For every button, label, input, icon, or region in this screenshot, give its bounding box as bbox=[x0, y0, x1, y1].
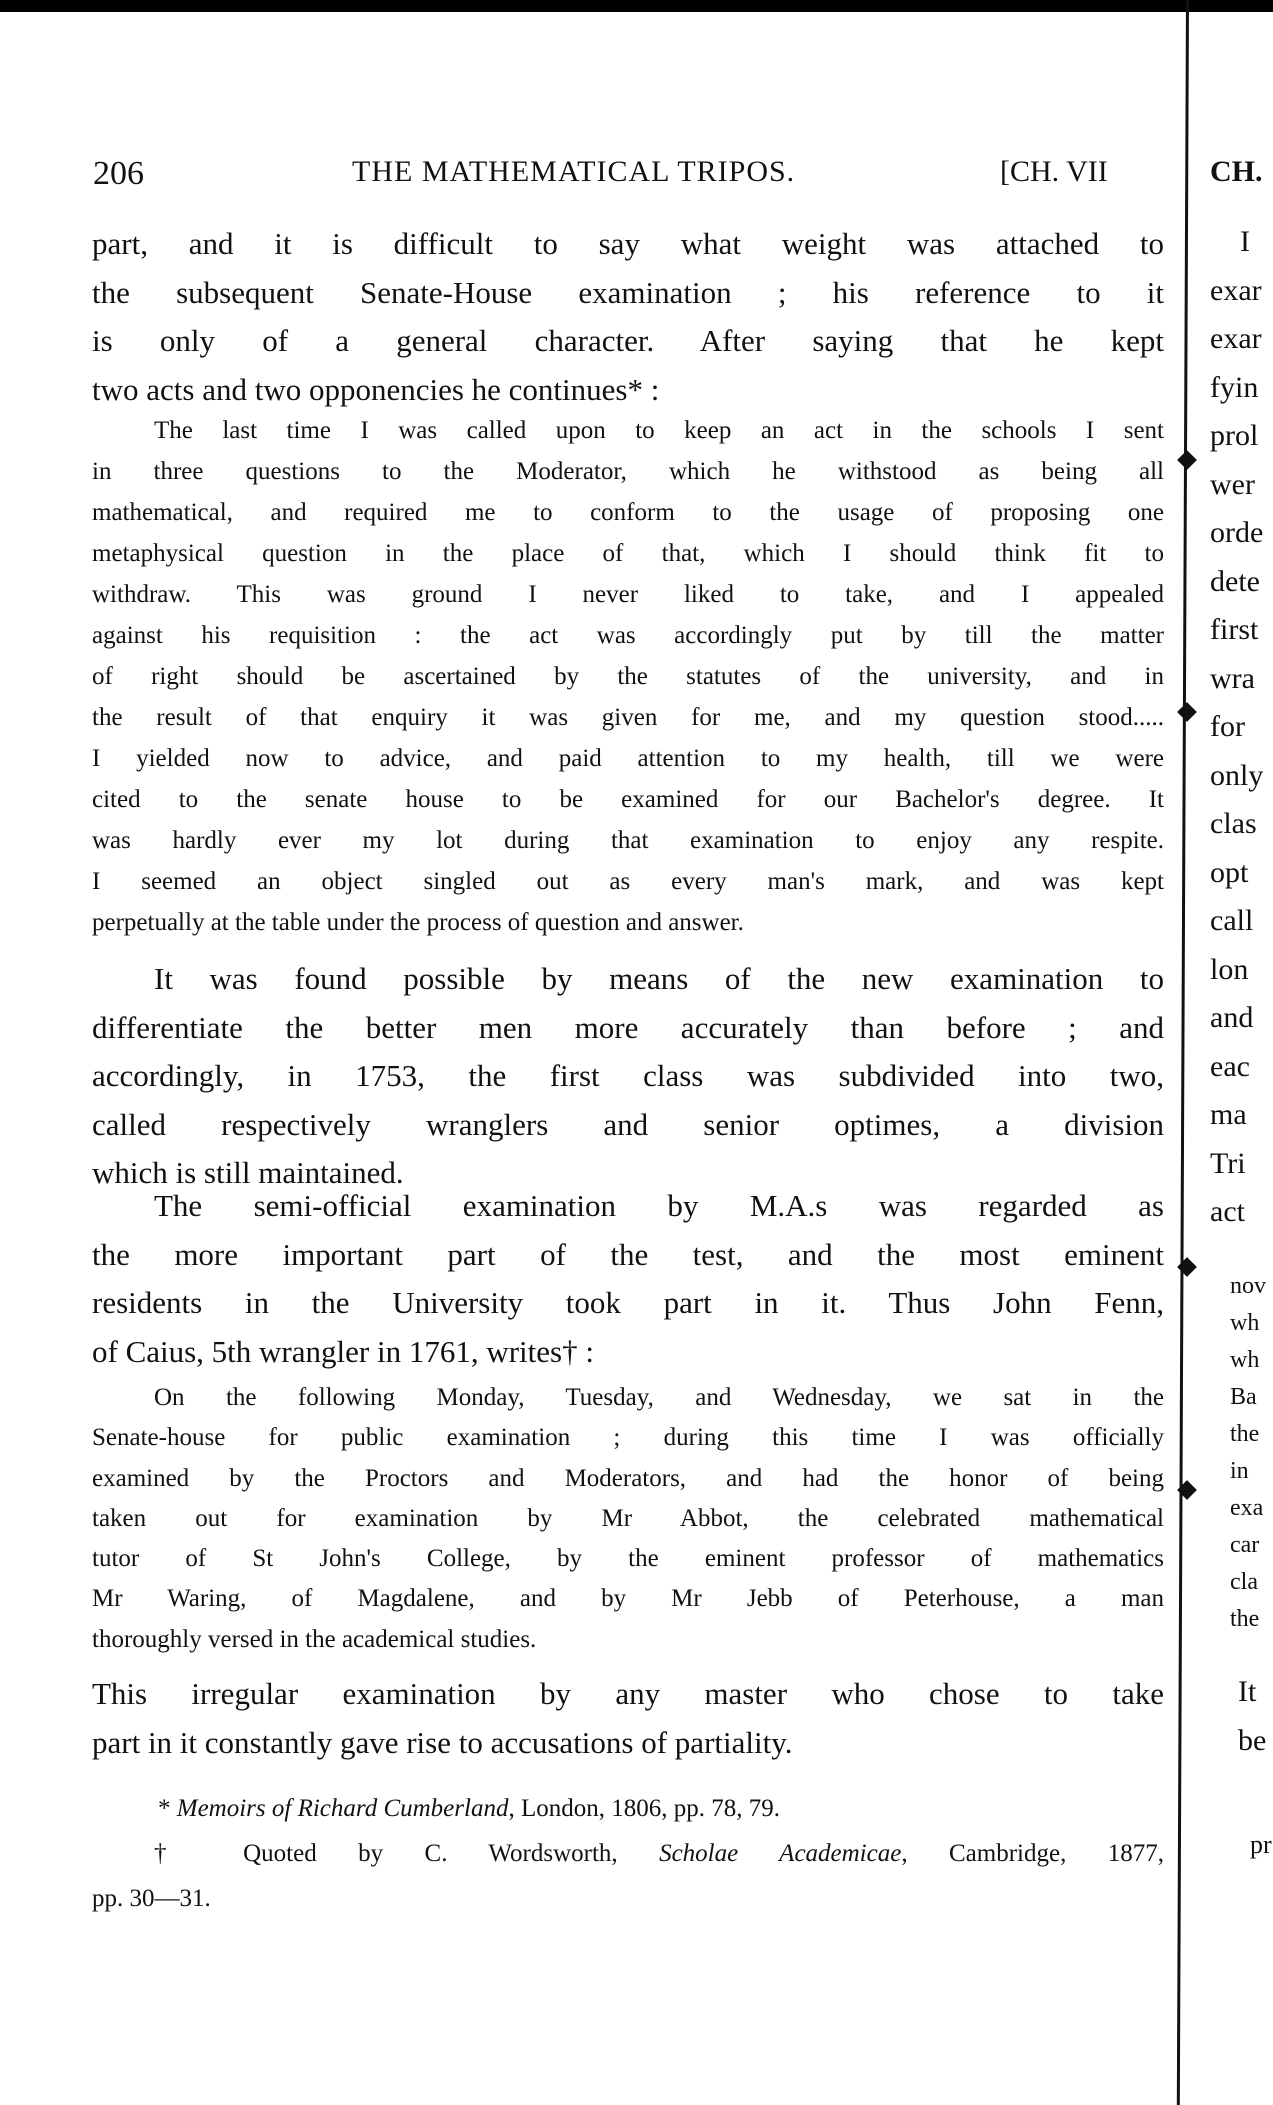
text-line: residents in the University took part in it. Thus John Fenn, bbox=[92, 1285, 1164, 1320]
text-fragment: lon bbox=[1210, 952, 1249, 986]
text-fragment: the bbox=[1230, 1606, 1260, 1632]
chapter-label: [CH. VII bbox=[1000, 155, 1108, 188]
text-line: mathematical, and required me to conform to the usage of proposing one bbox=[92, 499, 1164, 526]
text-line: The semi-official examination by M.A.s was regarded as bbox=[154, 1188, 1164, 1223]
text-fragment: and bbox=[1210, 1001, 1254, 1034]
footnote-text: Quoted by C. Wordsworth, bbox=[243, 1840, 660, 1867]
text-line: taken out for examination by Mr Abbot, the celebrated mathematical bbox=[92, 1504, 1164, 1532]
text-line: This irregular examination by any master who chose to take bbox=[92, 1676, 1164, 1711]
text-line: The last time I was called upon to keep an act in the schools I sent bbox=[154, 417, 1164, 444]
text-fragment: I bbox=[1240, 225, 1250, 258]
page-gutter-line bbox=[1177, 0, 1189, 2105]
text-line: the subsequent Senate-House examination ; his reference to it bbox=[92, 274, 1164, 310]
footnotes bbox=[92, 1786, 1164, 1921]
text-line: of Caius, 5th wrangler in 1761, writes† : bbox=[92, 1333, 594, 1369]
footnote-title: Memoirs of Richard Cumberland bbox=[176, 1795, 509, 1822]
text-fragment: dete bbox=[1210, 564, 1260, 598]
text-fragment: wra bbox=[1210, 661, 1255, 695]
text-fragment: wer bbox=[1210, 467, 1255, 501]
text-line: On the following Monday, Tuesday, and Wednesday, we sat in the bbox=[154, 1384, 1164, 1411]
footnote-2-continued: pp. 30—31. bbox=[92, 1885, 211, 1912]
text-fragment: It bbox=[1238, 1675, 1257, 1708]
footnote-text: , London, 1806, pp. 78, 79. bbox=[508, 1795, 780, 1822]
text-line: perpetually at the table under the process of question and answer. bbox=[92, 909, 744, 936]
text-line: I yielded now to advice, and paid attention to my health, till we were bbox=[92, 745, 1164, 772]
text-line: two acts and two opponencies he continues* : bbox=[92, 371, 660, 407]
text-line: the result of that enquiry it was given for me, and my question stood..... bbox=[92, 704, 1164, 731]
running-title: THE MATHEMATICAL TRIPOS. bbox=[352, 155, 796, 188]
paragraph-2 bbox=[92, 955, 1164, 1198]
text-line: the more important part of the test, and the most eminent bbox=[92, 1236, 1164, 1272]
text-fragment: car bbox=[1230, 1532, 1260, 1558]
footnote-mark: † bbox=[154, 1840, 202, 1867]
footnote-2 bbox=[92, 1831, 1164, 1876]
text-line: metaphysical question in the place of that, which I should think fit to bbox=[92, 540, 1164, 567]
text-line: differentiate the better men more accurately than before ; and bbox=[92, 1009, 1164, 1045]
text-fragment: be bbox=[1238, 1723, 1267, 1757]
text-line: is only of a general character. After saying that he kept bbox=[92, 323, 1164, 358]
next-page-fragment-c bbox=[1238, 1668, 1266, 1765]
next-page-fragment-a bbox=[1210, 218, 1263, 1237]
text-fragment: act bbox=[1210, 1195, 1245, 1228]
text-line: examined by the Proctors and Moderators, and had the honor of being bbox=[92, 1464, 1164, 1492]
text-fragment: in bbox=[1230, 1458, 1249, 1484]
text-fragment: prol bbox=[1210, 419, 1259, 452]
text-fragment: nov bbox=[1230, 1273, 1266, 1299]
text-line: It was found possible by means of the new examination to bbox=[154, 961, 1164, 996]
footnote-1 bbox=[92, 1786, 1164, 1831]
paragraph-4 bbox=[92, 1670, 1164, 1767]
text-fragment: exa bbox=[1230, 1495, 1264, 1521]
text-fragment: ma bbox=[1210, 1098, 1247, 1131]
paragraph-1 bbox=[92, 220, 1164, 414]
next-page-header: CH. bbox=[1210, 155, 1263, 188]
quotation-cumberland bbox=[92, 410, 1164, 943]
quotation-fenn bbox=[92, 1378, 1164, 1660]
text-line: in three questions to the Moderator, which he withstood as being all bbox=[92, 458, 1164, 485]
text-fragment: Ba bbox=[1230, 1384, 1257, 1410]
text-fragment: for bbox=[1210, 710, 1245, 743]
text-fragment: wh bbox=[1230, 1310, 1260, 1336]
text-line: of right should be ascertained by the statutes of the university, and in bbox=[92, 663, 1164, 690]
binding-mark-icon bbox=[1177, 702, 1197, 722]
text-line: Mr Waring, of Magdalene, and by Mr Jebb of Peterhouse, a man bbox=[92, 1585, 1164, 1613]
next-page-fragment-d: pr bbox=[1250, 1830, 1272, 1859]
page-number: 206 bbox=[93, 155, 144, 192]
text-line: called respectively wranglers and senior optimes, a division bbox=[92, 1106, 1164, 1142]
text-fragment: exar bbox=[1210, 273, 1262, 307]
text-line: I seemed an object singled out as every man's mark, and was kept bbox=[92, 868, 1164, 895]
scan-top-edge bbox=[0, 0, 1273, 12]
text-fragment: clas bbox=[1210, 807, 1257, 840]
text-fragment: exar bbox=[1210, 322, 1262, 355]
text-line: was hardly ever my lot during that examination to enjoy any respite. bbox=[92, 827, 1164, 854]
text-line: which is still maintained. bbox=[92, 1155, 404, 1190]
text-fragment: fyin bbox=[1210, 370, 1259, 404]
text-fragment: first bbox=[1210, 613, 1259, 646]
text-line: accordingly, in 1753, the first class was subdivided into two, bbox=[92, 1058, 1164, 1093]
binding-mark-icon bbox=[1177, 450, 1197, 470]
text-fragment: cla bbox=[1230, 1569, 1258, 1595]
text-line: withdraw. This was ground I never liked to take, and I appealed bbox=[92, 581, 1164, 608]
text-line: against his requisition : the act was accordingly put by till the matter bbox=[92, 622, 1164, 649]
paragraph-3 bbox=[92, 1182, 1164, 1376]
text-fragment: only bbox=[1210, 758, 1264, 792]
text-fragment: Tri bbox=[1210, 1146, 1246, 1180]
text-line: cited to the senate house to be examined for our Bachelor's degree. It bbox=[92, 786, 1164, 813]
text-line: Senate-house for public examination ; during this time I was officially bbox=[92, 1424, 1164, 1452]
footnote-title: Scholae Academicae bbox=[659, 1840, 902, 1867]
footnote-mark: * bbox=[158, 1795, 171, 1822]
text-fragment: call bbox=[1210, 904, 1254, 937]
text-fragment: orde bbox=[1210, 516, 1264, 549]
text-fragment: wh bbox=[1230, 1347, 1260, 1373]
text-line: tutor of St John's College, by the eminent professor of mathematics bbox=[92, 1545, 1164, 1573]
text-fragment: the bbox=[1230, 1421, 1260, 1447]
text-line: thoroughly versed in the academical studies. bbox=[92, 1625, 537, 1653]
next-page-fragment-b bbox=[1230, 1268, 1266, 1638]
text-fragment: eac bbox=[1210, 1049, 1250, 1083]
text-fragment: opt bbox=[1210, 855, 1249, 889]
footnote-text: , Cambridge, 1877, bbox=[901, 1840, 1164, 1867]
text-line: part in it constantly gave rise to accusations of partiality. bbox=[92, 1724, 793, 1760]
text-line: part, and it is difficult to say what weight was attached to bbox=[92, 226, 1164, 261]
